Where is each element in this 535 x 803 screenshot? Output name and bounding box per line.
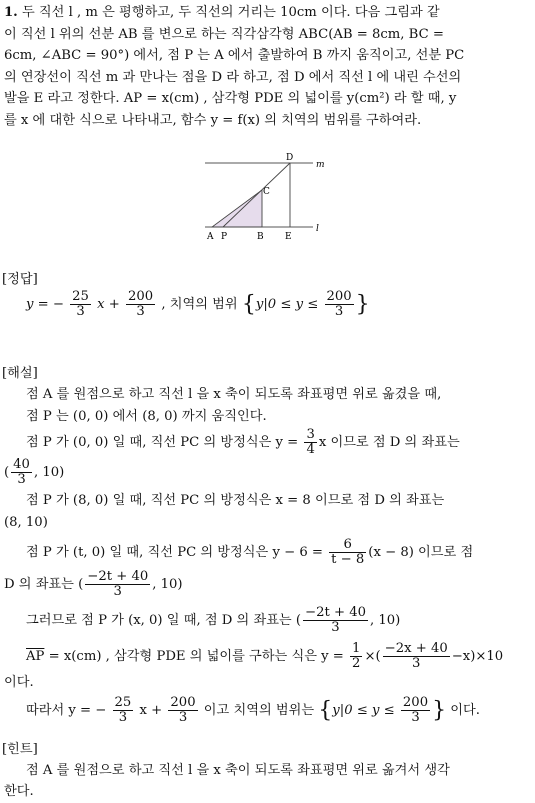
explanation-line: 점 P 가 (8, 0) 일 때, 직선 PC 의 방정식은 x = 8 이므로 점 D 의 좌표는 — [26, 493, 445, 508]
answer-equation: y = − $\frac{25}{3}$ x + $\frac{200}{3}$ , 치역의 범위 {y|0 ≤ y ≤ $\frac{200}{3}$ } — [26, 289, 370, 319]
explanation-line: 점 P 가 (t, 0) 일 때, 직선 PC 의 방정식은 y − 6 = $\frac{6}{t - 8}$ (x − 8) 이므로 점 — [26, 537, 474, 567]
label-m: m — [316, 160, 325, 170]
problem-text — [4, 2, 529, 131]
explanation-line: D 의 좌표는 ( $\frac{-2t + 40}{3}$ , 10) — [4, 569, 183, 599]
fraction: $\frac{6}{t - 8}$ — [331, 537, 365, 567]
explanation-heading: [해설] — [2, 366, 38, 381]
problem-line: 발을 E 라고 정한다. AP = x(cm) , 삼각형 PDE 의 넓이를 y(cm²) 라 할 때, y — [4, 91, 457, 106]
explanation-line: 따라서 y = − $\frac{25}{3}$ x + $\frac{200}{3}$ 이고 치역의 범위는 {y|0 ≤ y ≤ $\frac{200}{3}$ } 이다. — [26, 695, 480, 725]
problem-line: 이 직선 l 위의 선분 AB 를 변으로 하는 직각삼각형 ABC(AB = 8cm, BC = — [4, 26, 444, 42]
fraction: $\frac{25}{3}$ — [114, 695, 132, 725]
answer-heading: [정답] — [2, 272, 38, 287]
fraction: $\frac{200}{3}$ — [402, 695, 429, 725]
label-d: D — [286, 153, 294, 163]
explanation-line: ( $\frac{40}{3}$ , 10) — [4, 457, 65, 487]
label-b: B — [257, 232, 264, 242]
label-p: P — [221, 232, 228, 242]
problem-line: 6cm, ∠ABC = 90°) 에서, 점 P 는 A 에서 출발하여 B 까지 움직이고, 선분 PC — [4, 48, 465, 63]
explanation-line: 그러므로 점 P 가 (x, 0) 일 때, 점 D 의 좌표는 ( $\frac{-2t + 40}{3}$ , 10) — [26, 605, 401, 635]
problem-line: 의 연장선이 직선 m 과 만나는 점을 D 라 하고, 점 D 에서 직선 l 에 내린 수선의 — [4, 69, 462, 85]
fraction: $\frac{-2t + 40}{3}$ — [87, 569, 149, 599]
fraction: $\frac{1}{2}$ — [352, 641, 361, 671]
fraction: $\frac{3}{4}$ — [306, 427, 315, 457]
explanation-line: 점 P 가 (0, 0) 일 때, 직선 PC 의 방정식은 y = $\frac{3}{4}$ x 이므로 점 D 의 좌표는 — [26, 427, 460, 457]
explanation-line: 점 A 를 원점으로 하고 직선 l 을 x 축이 되도록 좌표평면 위로 옮겼을 때, — [26, 387, 442, 402]
fraction: $\frac{200}{3}$ — [170, 695, 196, 725]
label-a: A — [207, 232, 214, 242]
fraction: $\frac{200}{3}$ — [326, 289, 352, 319]
explanation-line: $\overline{AP} = x(cm)$ , 삼각형 PDE 의 넓이를 구하는 식은 y = $\frac{1}{2}$ ×( $\frac{-2x + 40}{3}$ −x)×10 — [26, 641, 504, 671]
fraction: $\frac{-2x + 40}{3}$ — [384, 641, 448, 671]
explanation-line: 점 P 는 (0, 0) 에서 (8, 0) 까지 움직인다. — [26, 409, 267, 424]
fraction: $\frac{40}{3}$ — [13, 457, 30, 487]
explanation-line: (8, 10) — [4, 515, 48, 530]
hint-heading: [힌트] — [2, 742, 38, 757]
problem-line: 를 x 에 대한 식으로 나타내고, 함수 y = f(x) 의 치역의 범위를 구하여라. — [4, 112, 422, 128]
problem-number: 1. — [4, 5, 18, 20]
hint-line: 한다. — [4, 784, 34, 799]
fraction: $\frac{25}{3}$ — [72, 289, 89, 319]
geometry-figure — [205, 150, 330, 245]
label-c: C — [263, 187, 270, 197]
problem-line: 1. 두 직선 l , m 은 평행하고, 두 직선의 거리는 10cm 이다. 다음 그림과 같 — [4, 5, 440, 20]
explanation-line: 이다. — [4, 675, 34, 690]
triangle-abc — [212, 190, 262, 227]
hint-line: 점 A 를 원점으로 하고 직선 l 을 x 축이 되도록 좌표평면 위로 옮겨서 생각 — [26, 763, 450, 778]
label-l: l — [316, 224, 319, 234]
label-e: E — [285, 232, 292, 242]
fraction: $\frac{-2t + 40}{3}$ — [305, 605, 366, 635]
fraction: $\frac{200}{3}$ — [128, 289, 154, 319]
